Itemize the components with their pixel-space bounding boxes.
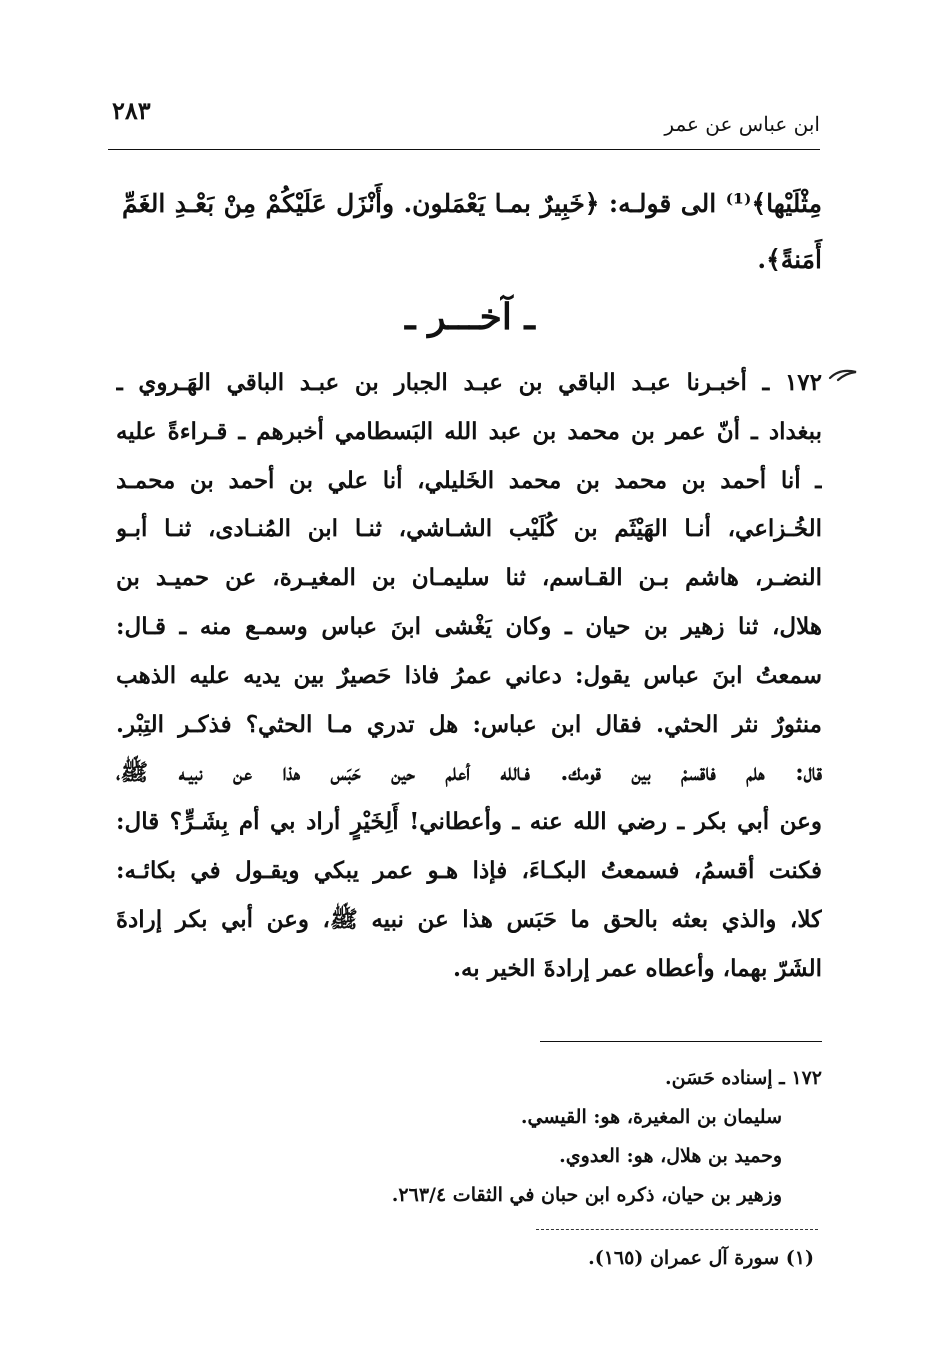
note-line: وزهير بن حيان، ذكره ابن حبان في الثقات ٢٦٣/٤.	[391, 1184, 782, 1206]
margin-mark-icon	[826, 364, 866, 384]
hadith-line: الشَرّ بهما، وأعطاه عمر إرادةَ الخير به.	[452, 954, 822, 982]
hadith-line: الخُـزاعي، أنـا الهَيْثَم بن كُلَيْب الشـاشي، ثنـا ابن المُنـادى، ثنـا أبـو	[116, 515, 822, 543]
hadith-line: سمعتُ ابنَ عباس يقول: دعاني عمرُ فاذا حَصيرٌ بين يديه عليه الذهب	[116, 661, 822, 689]
page-number: ٢٨٣	[112, 96, 151, 125]
footnote: (١) سورة آل عمران (١٦٥).	[588, 1247, 814, 1269]
hadith-line: فكنت أقسمُ، فسمعتُ البكـاءَ، فإذا هـو عمر يبكي ويقـول في بكائـه:	[116, 856, 822, 884]
hadith-line: كلا، والذي بعثه بالحق ما حَبَس هذا عن نبيه ﷺ، وعن أبي بكر إرادةَ	[116, 905, 822, 933]
intro-paragraph: مِثْلَيْها﴾⁽¹⁾ الى قولـه: ﴿خَبِيرٌ بمـا يَعْمَلون. وأَنْزَل عَلَيْكُمْ مِنْ بَعْـدِ الغَمِّ أَمَنةً﴾.	[122, 189, 822, 274]
note-line: سليمان بن المغيرة، هو: القيسي.	[520, 1106, 782, 1128]
notes-rule	[540, 1041, 822, 1042]
hadith-line: وعن أبي بكر ـ رضي الله عنه ـ وأعطاني! أَلِخَيْرٍ أراد بي أم بِشَـرٍّ؟ قال:	[116, 808, 822, 836]
header-rule	[108, 149, 820, 150]
hadith-line: ببغداد ـ أنّ عمر بن محمد بن عبد الله البَسطامي أخبرهم ـ قـراءةً عليه	[116, 417, 822, 445]
hadith-line: قال: هلم فاقسمْ بين قومك. فـالله أعلم حين حَبَس هذا عن نبيـه ﷺ،	[116, 759, 822, 787]
note-line: ١٧٢ ـ إسناده حَسَن.	[665, 1067, 822, 1089]
hadith-line: منثورٌ نثر الحثي. فقال ابن عباس: هل تدري مـا الحثي؟ فذكـر التِبْر.	[116, 710, 822, 738]
hadith-line: هلال، ثنا زهير بن حيان ـ وكان يَغْشى ابنَ عباس وسمـع منه ـ قـال:	[116, 612, 822, 640]
commentary-notes	[222, 1059, 822, 1215]
footnote-rule	[536, 1229, 818, 1230]
hadith-line: ١٧٢ ـ أخبـرنا عبـد الباقي بن عبـد الجبار بن عبـد الباقي الهَـروي ـ	[116, 369, 822, 396]
hadith-text	[116, 359, 822, 993]
running-title: ابن عباس عن عمر	[664, 112, 820, 136]
hadith-line: ـ أنا أحمد بن محمد بن محمد الخَليلي، أنا علي بن أحمد بن محمـد	[116, 466, 822, 494]
section-title: ـ آخـــر ـ	[405, 296, 535, 338]
hadith-line: النضـر، هاشم بـن القـاسم، ثنا سليمـان بن المغيـرة، عن حميـد بن	[116, 564, 822, 592]
note-line: وحميد بن هلال، هو: العدوي.	[559, 1145, 782, 1167]
